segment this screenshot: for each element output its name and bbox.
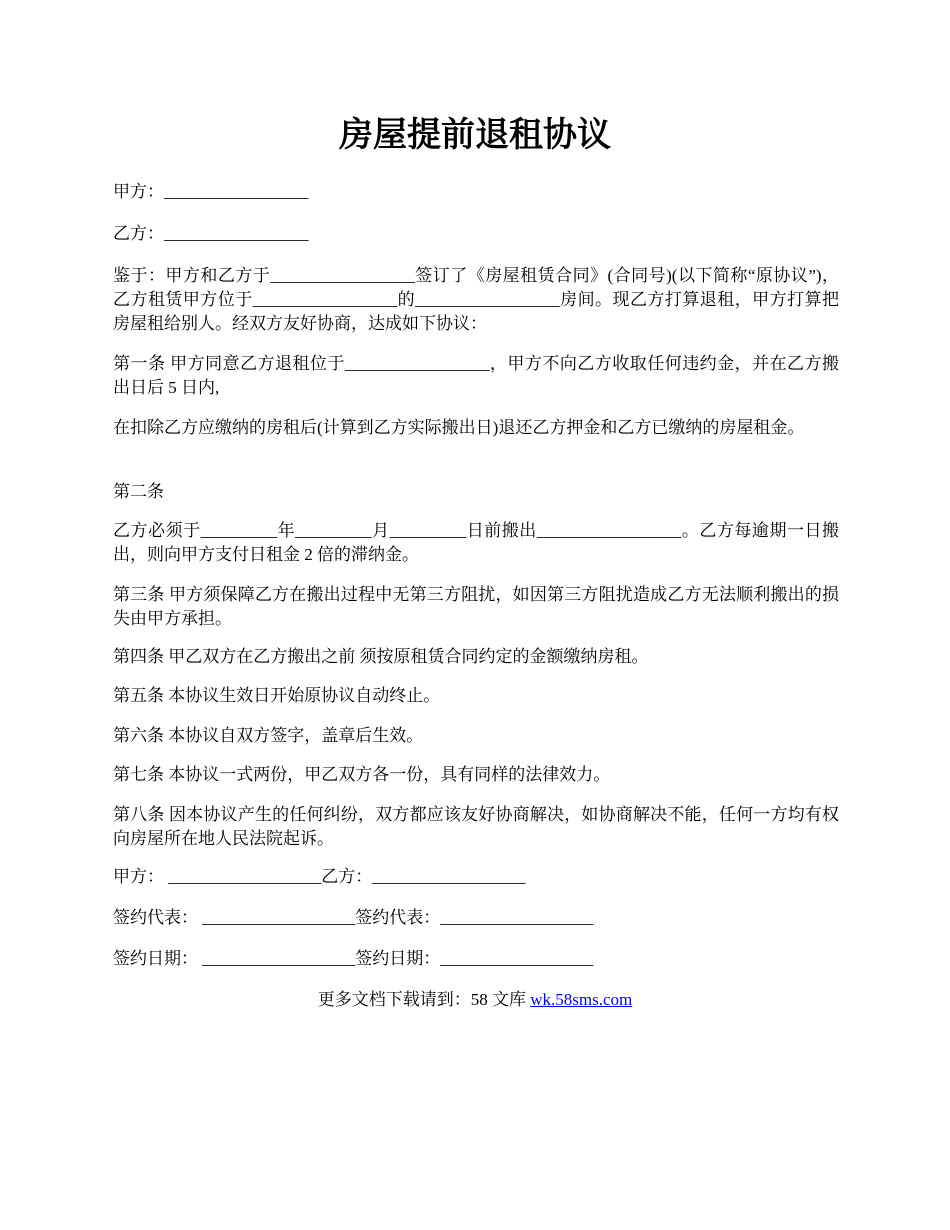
intro-text-2: 签订了《房屋租赁合同》(合同号)(以下简称“原协议”)，乙方租赁甲方位于 bbox=[113, 266, 840, 309]
article-4: 第四条 甲乙双方在乙方搬出之前 须按原租赁合同约定的金额缴纳房租。 bbox=[113, 647, 649, 666]
sign-party-b-blank: __________________ bbox=[372, 867, 526, 886]
sign-party-b-label: 乙方： bbox=[321, 867, 373, 886]
article-2-text-month: 月 bbox=[371, 521, 390, 540]
article-2 bbox=[113, 519, 839, 567]
article-2-blank-day: _________ bbox=[389, 521, 467, 540]
party-b-blank: _________________ bbox=[164, 224, 309, 243]
intro-blank-location: _________________ bbox=[252, 290, 398, 309]
footer-link[interactable]: wk.58sms.com bbox=[530, 990, 633, 1009]
sign-party-a-label: 甲方： bbox=[113, 867, 164, 886]
intro-text-4: 房间。现乙方打算退租，甲方打算把房屋租给别人。经双方友好协商，达成如下协议： bbox=[113, 290, 840, 333]
party-a-blank: _________________ bbox=[164, 182, 309, 201]
party-b-line bbox=[113, 222, 839, 246]
footer-text: 更多文档下载请到：58 文库 bbox=[317, 990, 531, 1009]
article-2-text-1: 乙方必须于 bbox=[113, 521, 201, 540]
article-2-text-4: 日前搬出 bbox=[466, 521, 537, 540]
article-8: 第八条 因本协议产生的任何纠纷，双方都应该友好协商解决，如协商解决不能，任何一方均有权向房屋所在地人民法院起诉。 bbox=[113, 805, 839, 848]
sign-date-a-label: 签约日期： bbox=[113, 949, 198, 968]
intro-text-1: 鉴于：甲方和乙方于 bbox=[113, 266, 271, 285]
document-title: 房屋提前退租协议 bbox=[339, 117, 611, 154]
article-2-heading: 第二条 bbox=[113, 482, 164, 501]
article-1-text-1: 第一条 甲方同意乙方退租位于 bbox=[113, 354, 345, 373]
signature-dates-line bbox=[113, 947, 839, 971]
footer bbox=[0, 988, 950, 1012]
sign-rep-b-label: 签约代表： bbox=[355, 908, 441, 927]
intro-text-3: 的 bbox=[397, 290, 416, 309]
article-2-blank-month: _________ bbox=[295, 521, 372, 540]
intro-blank-room: _________________ bbox=[415, 290, 560, 309]
signature-parties-line bbox=[113, 865, 839, 889]
party-a-line bbox=[113, 180, 839, 204]
party-b-label: 乙方： bbox=[113, 224, 164, 243]
article-3: 第三条 甲方须保障乙方在搬出过程中无第三方阻扰，如因第三方阻扰造成乙方无法顺利搬出的损失由甲方承担。 bbox=[113, 585, 839, 628]
sign-date-b-label: 签约日期： bbox=[355, 949, 441, 968]
article-6: 第六条 本协议自双方签字，盖章后生效。 bbox=[113, 726, 424, 745]
sign-rep-a-blank: __________________ bbox=[202, 908, 356, 927]
article-2-text-5: 。乙方每逾期一日搬出，则向甲方支付日租金 2 倍的滞纳金。 bbox=[113, 521, 840, 564]
party-a-label: 甲方： bbox=[113, 182, 164, 201]
article-1 bbox=[113, 352, 839, 400]
intro-paragraph bbox=[113, 264, 839, 336]
article-2-blank-place: _________________ bbox=[536, 521, 682, 540]
article-2-blank-year: _________ bbox=[200, 521, 278, 540]
article-2-text-year: 年 bbox=[277, 521, 296, 540]
article-1-continued: 在扣除乙方应缴纳的房租后(计算到乙方实际搬出日)退还乙方押金和乙方已缴纳的房屋租金。 bbox=[113, 418, 805, 437]
article-5: 第五条 本协议生效日开始原协议自动终止。 bbox=[113, 686, 441, 705]
sign-date-b-blank: __________________ bbox=[440, 949, 594, 968]
sign-rep-a-label: 签约代表： bbox=[113, 908, 198, 927]
article-1-blank: _________________ bbox=[344, 354, 490, 373]
sign-rep-b-blank: __________________ bbox=[440, 908, 594, 927]
intro-blank-date: _________________ bbox=[270, 266, 415, 285]
article-7: 第七条 本协议一式两份，甲乙双方各一份，具有同样的法律效力。 bbox=[113, 765, 611, 784]
signature-representatives-line bbox=[113, 906, 839, 930]
sign-date-a-blank: __________________ bbox=[202, 949, 356, 968]
article-1-text-2: ，甲方不向乙方收取任何违约金，并在乙方搬出日后 5 日内, bbox=[113, 354, 840, 397]
sign-party-a-blank: __________________ bbox=[168, 867, 322, 886]
